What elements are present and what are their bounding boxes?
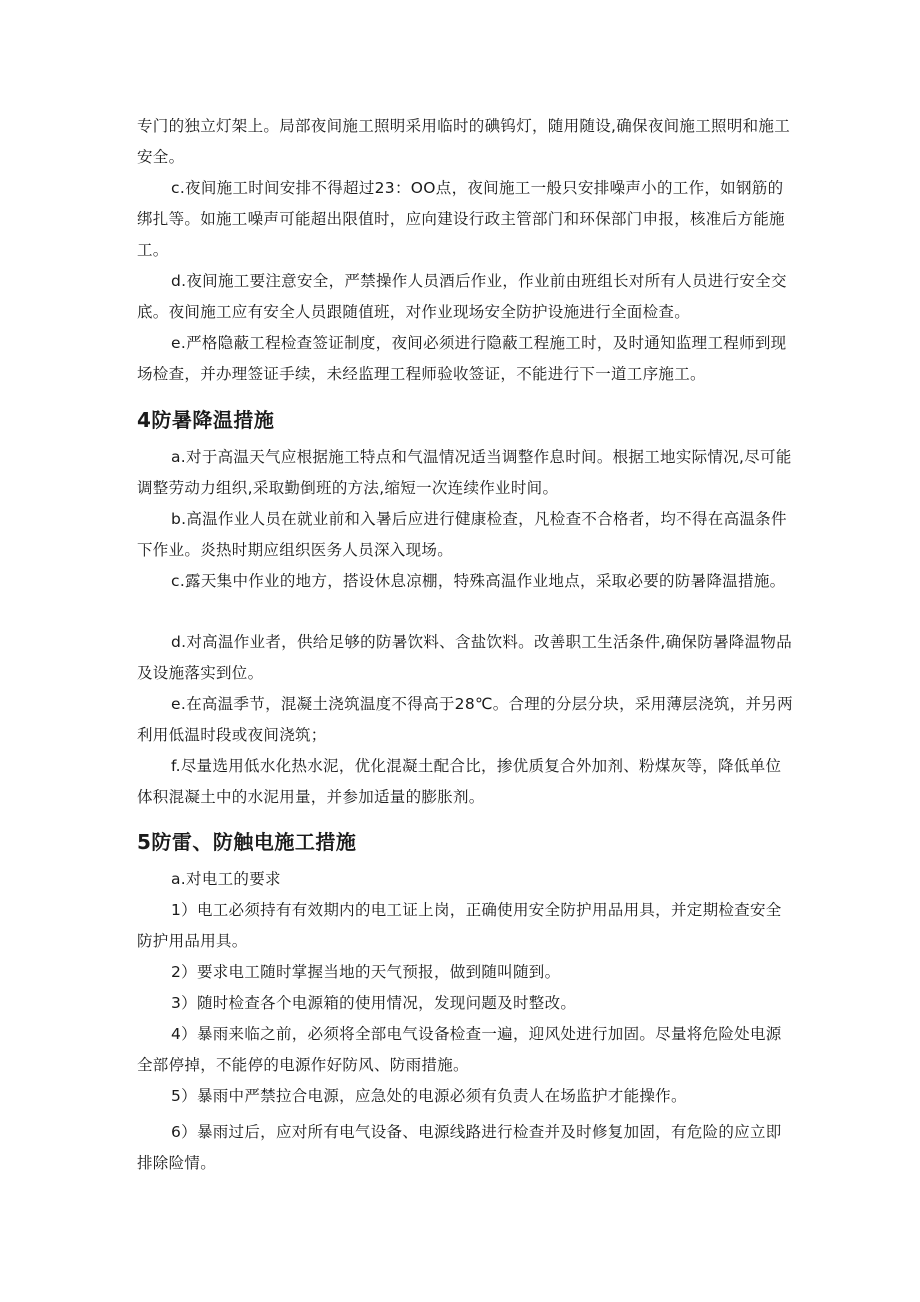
section-4-item-a: a.对于高温天气应根据施工特点和气温情况适当调整作息时间。根据工地实际情况,尽可能调整劳动力组织,采取勤倒班的方法,缩短一次连续作业时间。 (137, 448, 792, 497)
section-5-item-1: 1）电工必须持有有效期内的电工证上岗，正确使用安全防护用品用具，并定期检查安全防护用品用具。 (137, 901, 782, 950)
section-4-item-e: e.在高温季节，混凝土浇筑温度不得高于28℃。合理的分层分块，采用薄层浇筑，并另两利用低温时段或夜间浇筑； (137, 695, 793, 744)
section-4-item-b: b.高温作业人员在就业前和入暑后应进行健康检查，凡检查不合格者，均不得在高温条件下作业。炎热时期应组织医务人员深入现场。 (137, 510, 787, 559)
night-item-c: c.夜间施工时间安排不得超过23：OO点，夜间施工一般只安排噪声小的工作，如钢筋的绑扎等。如施工噪声可能超出限值时，应向建设行政主管部门和环保部门申报，核准后方能施工。 (137, 179, 785, 259)
section-5-heading: 5防雷、防触电施工措施 (137, 830, 357, 854)
section-5-item-5: 5）暴雨中严禁拉合电源，应急处的电源必须有负责人在场监护才能操作。 (171, 1087, 687, 1105)
section-4-heading: 4防暑降温措施 (137, 408, 275, 432)
section-4-item-f: f.尽量选用低水化热水泥，优化混凝土配合比，掺优质复合外加剂、粉煤灰等，降低单位体积混凝土中的水泥用量，并参加适量的膨胀剂。 (137, 757, 782, 806)
section-5-item-3: 3）随时检查各个电源箱的使用情况，发现问题及时整改。 (171, 994, 577, 1012)
section-5-item-6: 6）暴雨过后，应对所有电气设备、电源线路进行检查并及时修复加固，有危险的应立即排除险情。 (137, 1123, 782, 1172)
night-item-e: e.严格隐蔽工程检查签证制度，夜间必须进行隐蔽工程施工时，及时通知监理工程师到现场检查，并办理签证手续，未经监理工程师验收签证，不能进行下一道工序施工。 (137, 334, 787, 383)
section-4-item-d: d.对高温作业者，供给足够的防暑饮料、含盐饮料。改善职工生活条件,确保防暑降温物品及设施落实到位。 (137, 633, 792, 682)
section-5-subtitle: a.对电工的要求 (171, 870, 281, 888)
section-5-item-2: 2）要求电工随时掌握当地的天气预报，做到随叫随到。 (171, 963, 561, 981)
section-4-item-c: c.露天集中作业的地方，搭设休息凉棚，特殊高温作业地点，采取必要的防暑降温措施。 (171, 572, 786, 590)
intro-paragraph: 专门的独立灯架上。局部夜间施工照明采用临时的碘钨灯，随用随设,确保夜间施工照明和施工安全。 (137, 117, 791, 166)
section-5-item-4: 4）暴雨来临之前，必须将全部电气设备检查一遍，迎风处进行加固。尽量将危险处电源全部停掉，不能停的电源作好防风、防雨措施。 (137, 1025, 782, 1074)
night-item-d: d.夜间施工要注意安全，严禁操作人员酒后作业，作业前由班组长对所有人员进行安全交底。夜间施工应有安全人员跟随值班，对作业现场安全防护设施进行全面检查。 (137, 272, 787, 321)
